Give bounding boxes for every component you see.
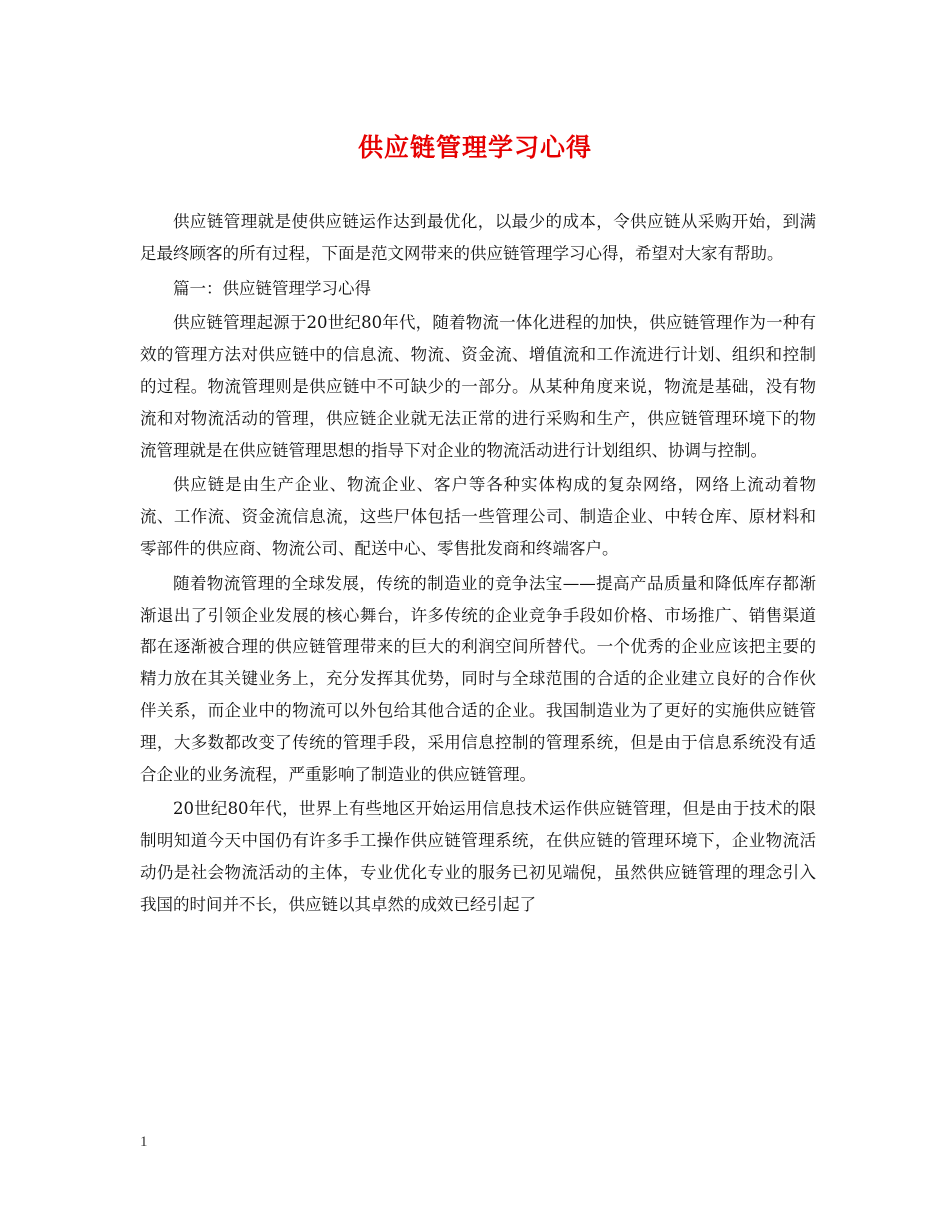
body-paragraph: 随着物流管理的全球发展，传统的制造业的竞争法宝——提高产品质量和降低库存都渐渐退出了引领企业发展的核心舞台，许多传统的企业竞争手段如价格、市场推广、销售渠道都在逐渐被合理的供应链管理带来的巨大的利润空间所替代。一个优秀的企业应该把主要的精力放在其关键业务上，充分发挥其优势，同时与全球范围的合适的企业建立良好的合作伙伴关系，而企业中的物流可以外包给其他合适的企业。我国制造业为了更好的实施供应链管理，大多数都改变了传统的管理手段，采用信息控制的管理系统，但是由于信息系统没有适合企业的业务流程，严重影响了制造业的供应链管理。 [140, 573, 816, 784]
body-paragraph: 供应链管理起源于20世纪80年代，随着物流一体化进程的加快，供应链管理作为一种有效的管理方法对供应链中的信息流、物流、资金流、增值流和工作流进行计划、组织和控制的过程。物流管理则是供应链中不可缺少的一部分。从某种角度来说，物流是基础，没有物流和对物流活动的管理，供应链企业就无法正常的进行采购和生产，供应链管理环境下的物流管理就是在供应链管理思想的指导下对企业的物流活动进行计划组织、协调与控制。 [140, 313, 816, 460]
body-paragraph: 供应链是由生产企业、物流企业、客户等各种实体构成的复杂网络，网络上流动着物流、工作流、资金流信息流，这些尸体包括一些管理公司、制造企业、中转仓库、原材料和零部件的供应商、物流公司、配送中心、零售批发商和终端客户。 [140, 475, 816, 558]
section-heading: 篇一：供应链管理学习心得 [173, 278, 371, 298]
document-title: 供应链管理学习心得 [357, 133, 592, 162]
document-body [140, 206, 816, 921]
intro-paragraph: 供应链管理就是使供应链运作达到最优化，以最少的成本，令供应链从采购开始，到满足最终顾客的所有过程，下面是范文网带来的供应链管理学习心得，希望对大家有帮助。 [140, 212, 816, 263]
page-number: 1 [140, 1134, 148, 1150]
body-paragraph: 20世纪80年代，世界上有些地区开始运用信息技术运作供应链管理，但是由于技术的限制明知道今天中国仍有许多手工操作供应链管理系统，在供应链的管理环境下，企业物流活动仍是社会物流活动的主体，专业优化专业的服务已初见端倪，虽然供应链管理的理念引入我国的时间并不长，供应链以其卓然的成效已经引起了 [140, 799, 816, 914]
